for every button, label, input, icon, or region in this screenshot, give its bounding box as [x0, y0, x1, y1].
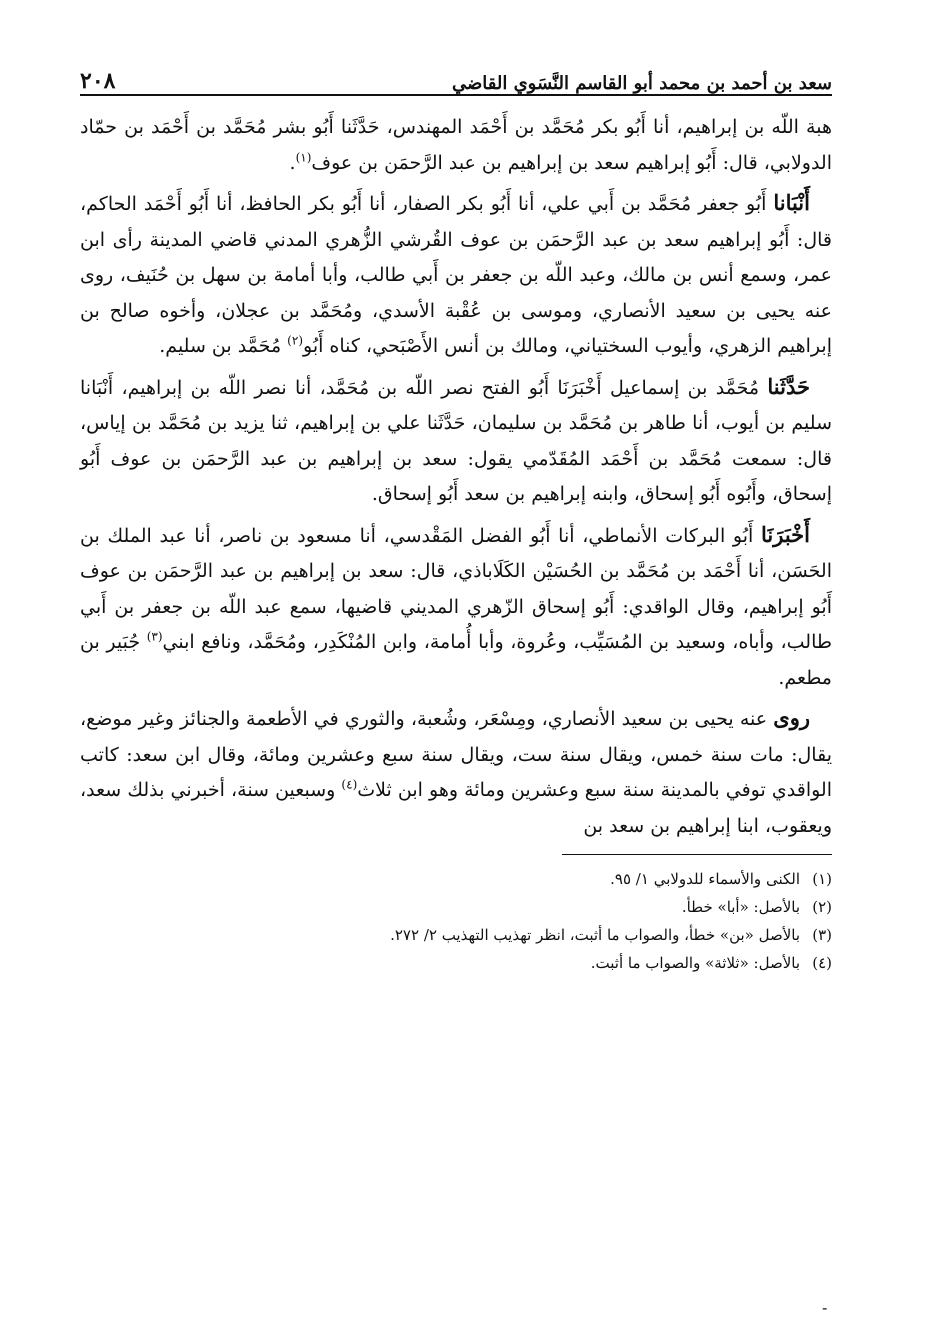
footnote-ref-2: (٢) [287, 333, 303, 348]
paragraph-tail: وسبعين سنة، أخبرني بذلك سعد، ويعقوب، ابنا إبراهيم بن سعد بن [80, 779, 832, 837]
footnote-1 [80, 865, 832, 893]
paragraph-4 [80, 517, 832, 697]
footnote-2 [80, 893, 832, 921]
paragraph-lead-word: أَنْبَانا [773, 190, 810, 215]
paragraph-lead-word: روى [773, 705, 810, 730]
footnote-3 [80, 921, 832, 949]
paragraph-text: أَبُو جعفر مُحَمَّد بن أَبي علي، أنا أَبُو بكر الصفار، أنا أَبُو بكر الحافظ، أنا أَبُو أَحْمَد الحاكم، قال: أَبُو إبراهيم سعد بن عبد الرَّحمَن بن عوف القُرشي الزُّهري المدني قاضي المدينة رأى ابن عمر، وسمع أنس بن مالك، وعبد اللّه بن جعفر بن أَبي طالب، وأبا أمامة بن سهل بن حُنَيف، روى عنه يحيى بن سعيد الأنصاري، وموسى بن عُقْبة الأسدي، ومُحَمَّد بن عجلان، وأخوه صالح بن إبراهيم الزهري، وأيوب السختياني، ومالك بن أنس الأَصْبَحي، كناه أَبُو [80, 193, 832, 357]
footnote-number: (٣) [812, 926, 832, 944]
footnote-text: بالأصل: «أبا» خطأ. [681, 898, 800, 916]
footnotes [80, 865, 832, 977]
footnote-ref-3: (٣) [146, 629, 163, 644]
paragraph-text: مُحَمَّد بن إسماعيل أَخْبَرَنَا أَبُو الفتح نصر اللّه بن مُحَمَّد، أنا نصر اللّه بن إبراهيم، أَنْبَانا سليم بن أيوب، أنا طاهر بن مُحَمَّد بن سليمان، حَدَّثَنا علي بن إبراهيم، ثنا يزيد بن مُحَمَّد بن إياس، قال: سمعت مُحَمَّد بن أَحْمَد المُقَدّمي يقول: سعد بن إبراهيم بن عبد الرَّحمَن بن عوف أَبُو إسحاق، وأَبُوه أَبُو إسحاق، وابنه إبراهيم بن سعد أَبُو إسحاق. [80, 376, 832, 505]
footnote-4 [80, 949, 832, 977]
footnote-number: (٢) [812, 898, 832, 916]
book-page [80, 58, 832, 977]
footnote-ref-1: (١) [295, 150, 312, 165]
paragraph-text: عنه يحيى بن سعيد الأنصاري، ومِسْعَر، وشُعبة، والثوري في الأطعمة والجنائز وغير موضع، يقال: مات سنة خمس، ويقال سنة ست، ويقال سنة سبع وعشرين ومائة، وقال ابن سعد: كاتب الواقدي توفي بالمدينة سنة سبع وعشرين ومائة وهو ابن ثلاث [80, 708, 832, 801]
paragraph-2 [80, 185, 832, 365]
footnote-text: الكنى والأسماء للدولابي ١/ ٩٥. [610, 870, 800, 888]
paragraph-3 [80, 369, 832, 513]
running-title: سعد بن أحمد بن محمد أبو القاسم النَّسَوي القاضي [451, 73, 832, 94]
paragraph-1 [80, 110, 832, 181]
footnote-text: بالأصل «بن» خطأ، والصواب ما أثبت، انظر تهذيب التهذيب ٢/ ٢٧٢. [390, 926, 800, 944]
footnote-number: (٤) [812, 954, 832, 972]
running-header [80, 58, 832, 96]
footnote-number: (١) [812, 870, 832, 888]
footnote-text: بالأصل: «ثلاثة» والصواب ما أثبت. [590, 954, 800, 972]
paragraph-tail: . [289, 151, 296, 174]
paragraph-tail: مُحَمَّد بن سليم. [159, 335, 288, 357]
paragraph-lead-word: حَدَّثَنا [767, 373, 810, 399]
main-text [80, 110, 832, 844]
paragraph-text: أَبُو البركات الأنماطي، أنا أَبُو الفضل المَقْدسي، أنا مسعود بن ناصر، أنا عبد الملك بن الحَسَن، أنا أَحْمَد بن مُحَمَّد بن الحُسَيْن الكَلَاباذي، قال: سعد بن إبراهيم بن عبد الرَّحمَن بن عوف أَبُو إبراهيم، وقال الواقدي: أَبُو إسحاق الزّهري المديني قاضيها، سمع عبد اللّه بن جعفر بن أَبي طالب، وأباه، وسعيد بن المُسَيِّب، وعُروة، وأبا أُمامة، وابن المُنْكَدِر، ومُحَمَّد، ونافع ابني [80, 524, 833, 653]
footnote-ref-4: (٤) [341, 777, 358, 792]
paragraph-lead-word: أَخْبَرَنَا [761, 521, 810, 547]
paragraph-text: هبة اللّه بن إبراهيم، أنا أَبُو بكر مُحَمَّد بن أَحْمَد المهندس، حَدَّثَنا أَبُو بشر مُحَمَّد بن أَحْمَد بن حمّاد الدولابي، قال: أَبُو إبراهيم سعد بن إبراهيم بن عبد الرَّحمَن بن عوف [80, 116, 832, 174]
page-number: ٢٠٨ [80, 68, 116, 94]
bottom-mark: - [822, 1298, 828, 1317]
paragraph-tail: جُبَير بن مطعم. [80, 631, 832, 689]
footnote-separator [562, 854, 832, 855]
paragraph-5 [80, 700, 832, 844]
